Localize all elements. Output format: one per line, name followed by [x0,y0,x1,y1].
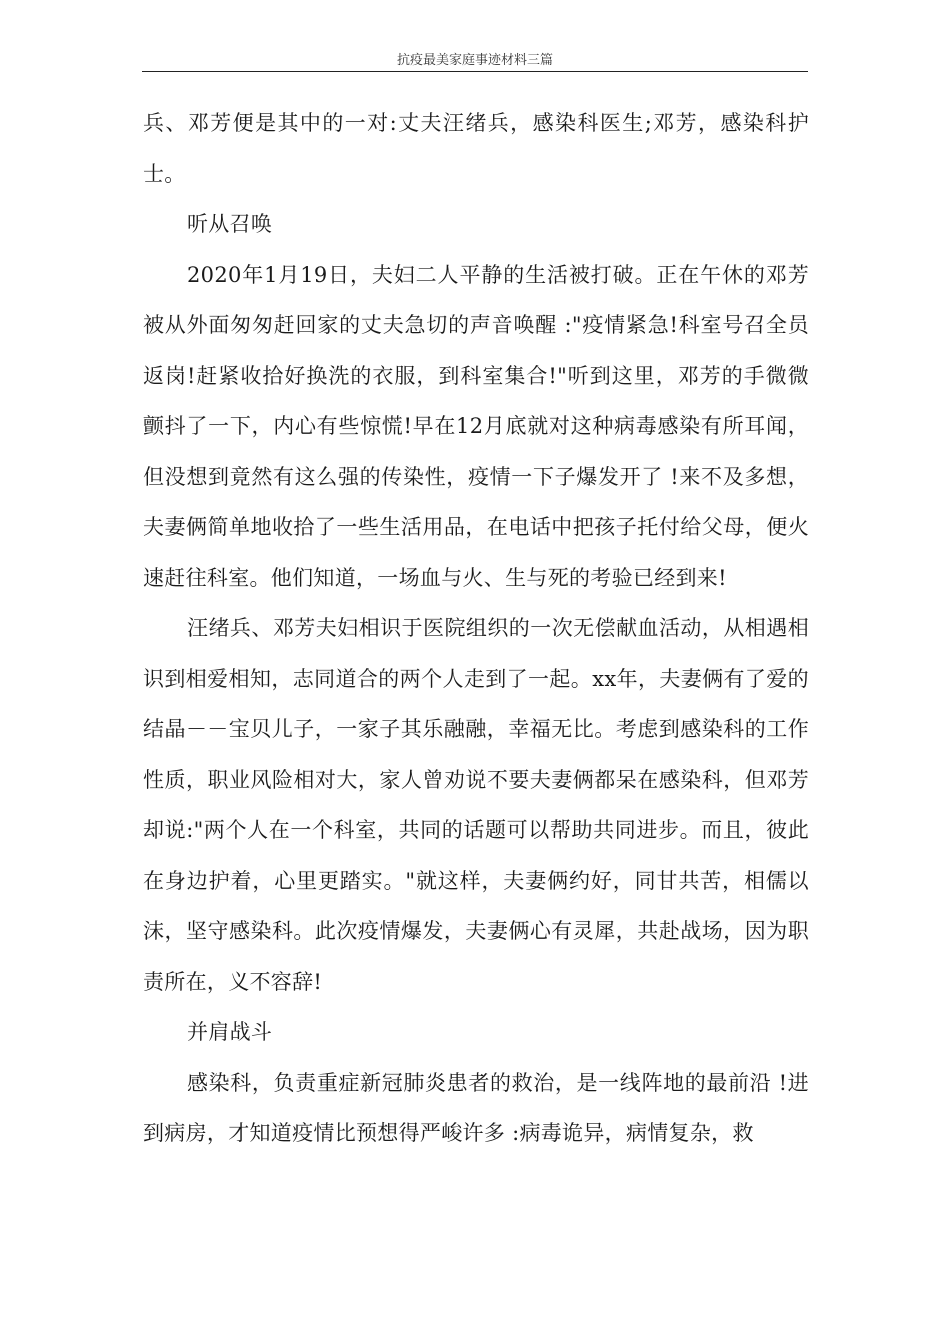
paragraph: 汪绪兵、邓芳夫妇相识于医院组织的一次无偿献血活动，从相遇相识到相爱相知，志同道合的两个人走到了一起。xx年，夫妻俩有了爱的结晶－－宝贝儿子，一家子其乐融融，幸福无比。考虑到感染科的工作性质，职业风险相对大，家人曾劝说不要夫妻俩都呆在感染科，但邓芳却说:"两个人在一个科室，共同的话题可以帮助共同进步。而且，彼此在身边护着，心里更踏实。"就这样，夫妻俩约好，同甘共苦，相儒以沫，坚守感染科。此次疫情爆发，夫妻俩心有灵犀，共赴战场，因为职责所在，义不容辞! [143,616,809,994]
section-heading-fight-side-by-side: 并肩战斗 [187,1020,273,1044]
paragraph: 2020年1月19日，夫妇二人平静的生活被打破。正在午休的邓芳被从外面匆匆赶回家的丈夫急切的声音唤醒 :"疫情紧急!科室号召全员返岗!赶紧收拾好换洗的衣服，到科室集合!"听到这里，邓芳的手微微颤抖了一下，内心有些惊慌!早在12月底就对这种病毒感染有所耳闻，但没想到竟然有这么强的传染性，疫情一下子爆发开了 !来不及多想，夫妻俩简单地收拾了一些生活用品，在电话中把孩子托付给父母，便火速赶往科室。他们知道，一场血与火、生与死的考验已经到来! [143,262,809,590]
document-body [143,98,809,1159]
paragraph: 感染科，负责重症新冠肺炎患者的救治，是一线阵地的最前沿 !进到病房，才知道疫情比预想得严峻许多 :病毒诡异，病情复杂，救 [143,1070,809,1145]
paragraph: 兵、邓芳便是其中的一对:丈夫汪绪兵，感染科医生;邓芳，感染科护士。 [143,111,809,186]
section-heading-listen-to-the-call: 听从召唤 [187,212,273,236]
page-header-title: 抗疫最美家庭事迹材料三篇 [396,53,553,68]
header-divider [142,71,808,72]
